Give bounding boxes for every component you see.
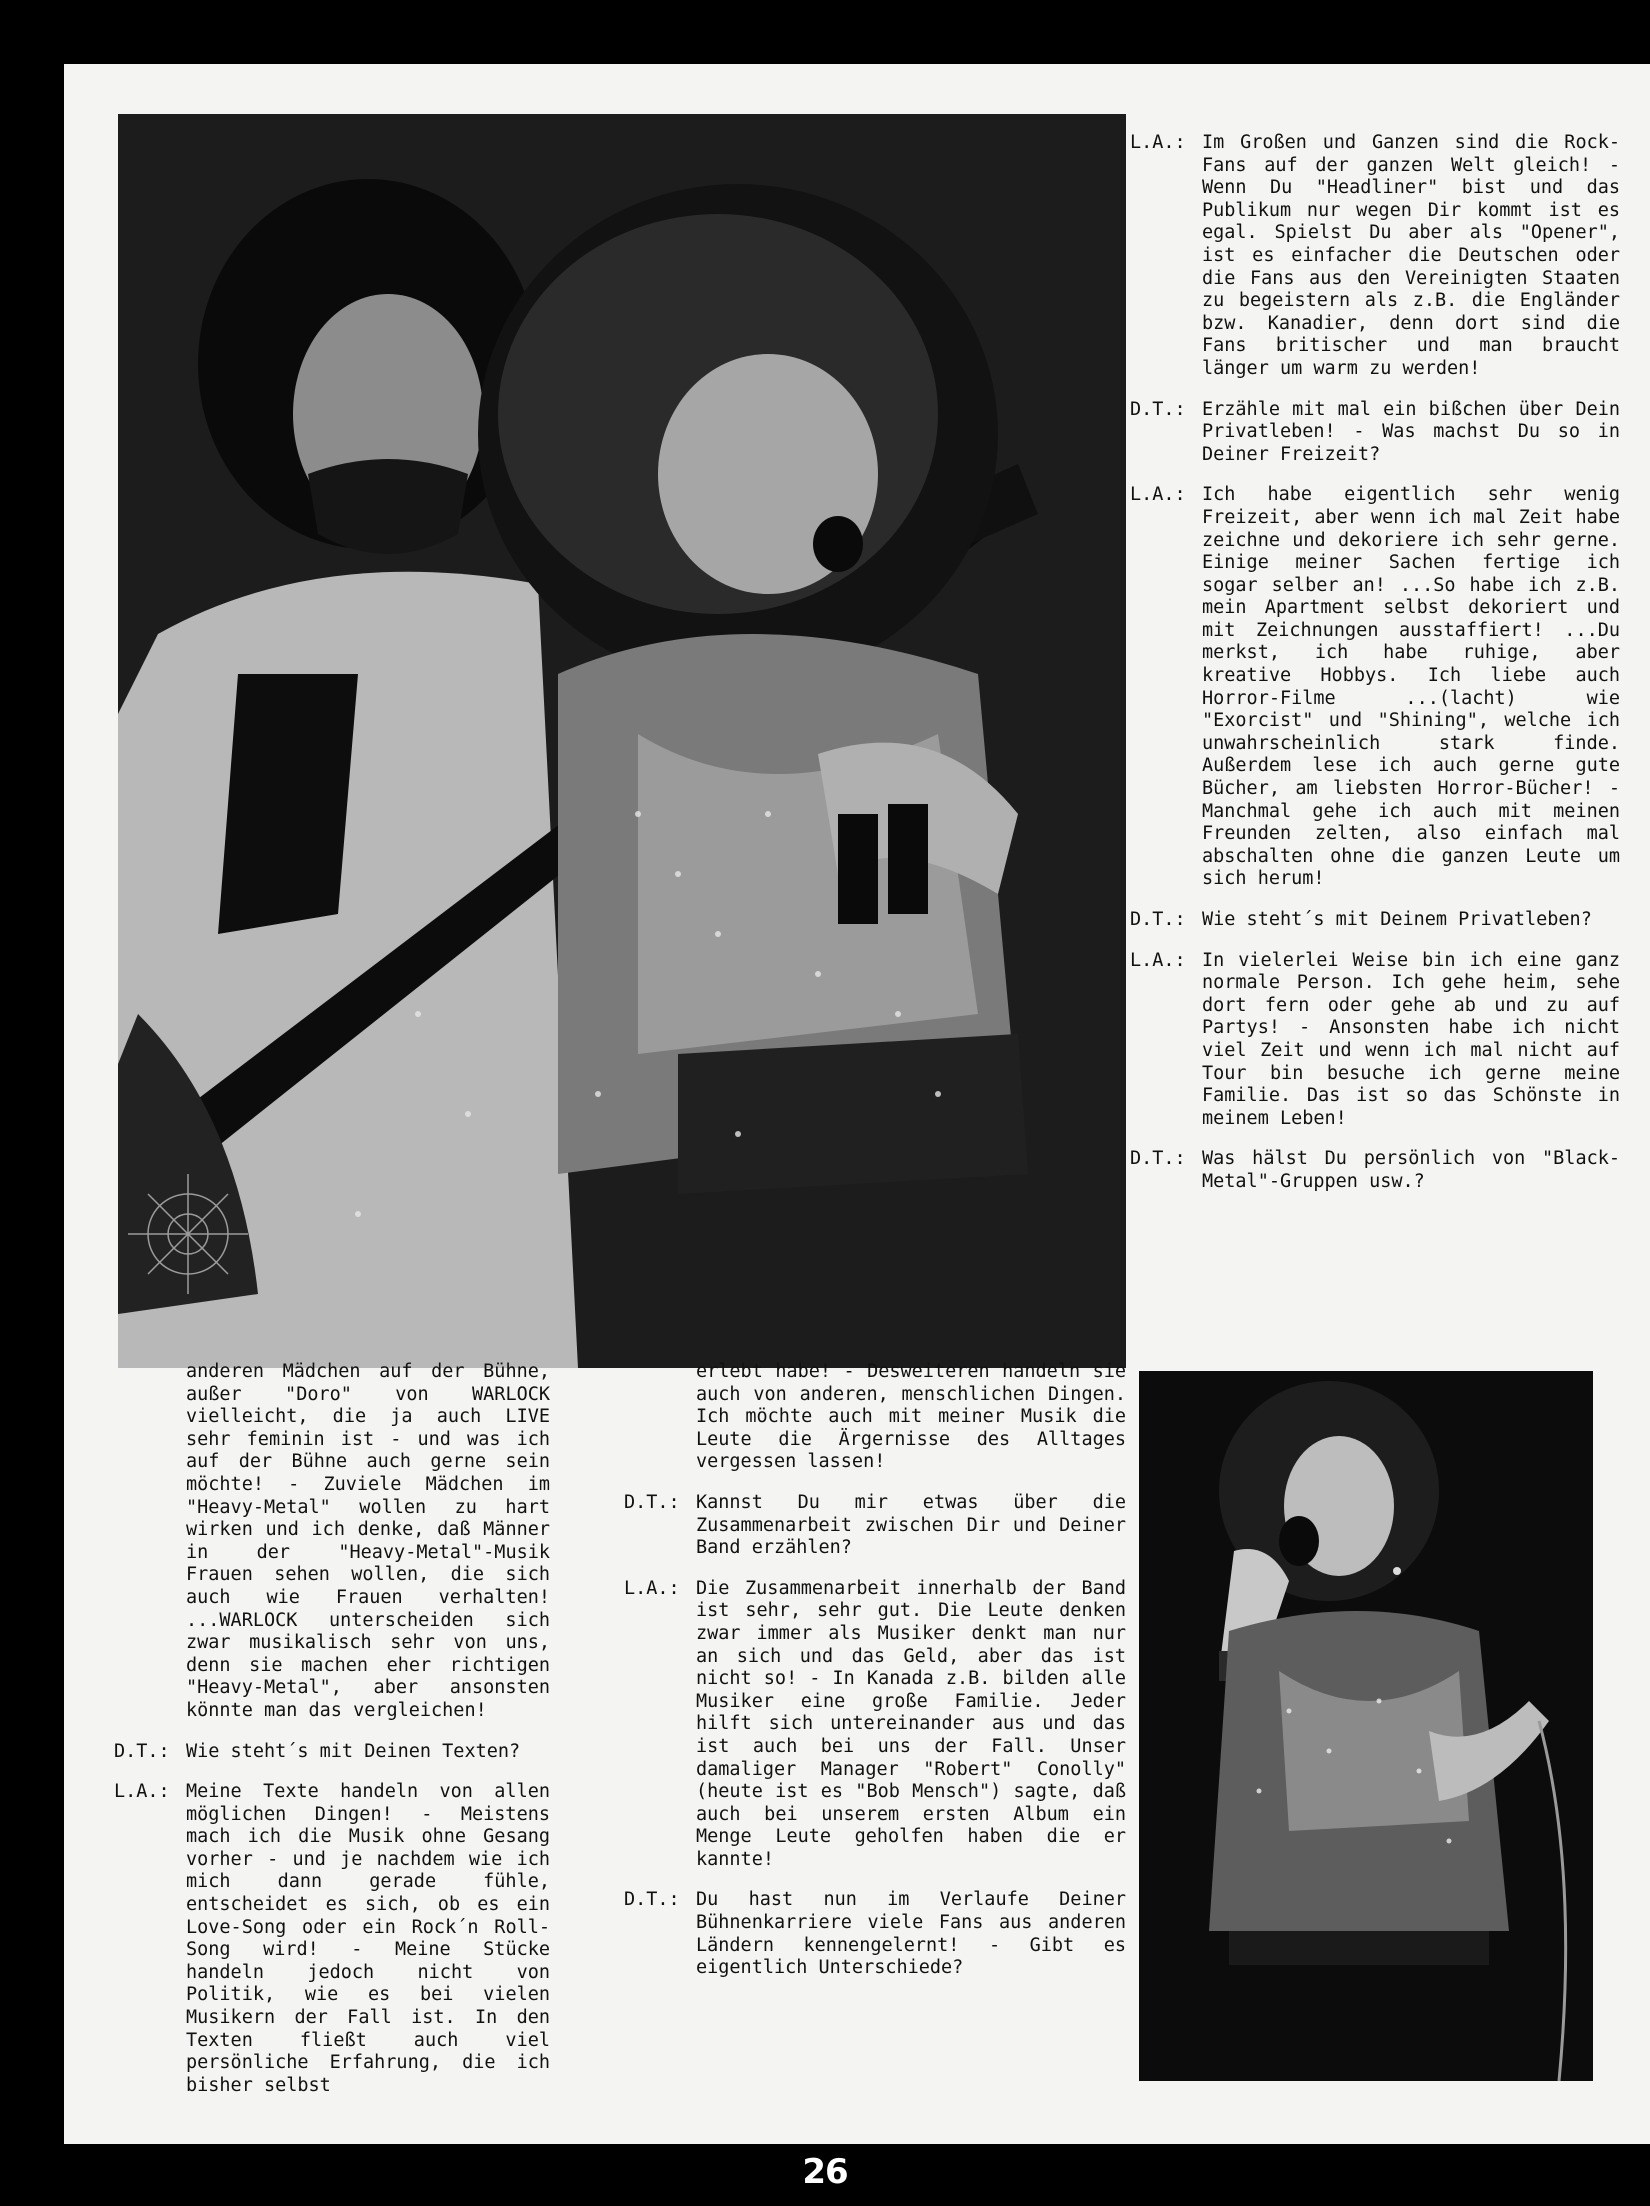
interview-entry (1130, 1148, 1620, 1193)
speaker-label: D.T.: (1130, 1148, 1186, 1170)
interview-text: Wie steht´s mit Deinem Privatleben? (1202, 909, 1592, 930)
magazine-page (64, 64, 1650, 2144)
interview-text: Wie steht´s mit Deinen Texten? (186, 1740, 521, 1762)
speaker-label: D.T.: (624, 1491, 680, 1513)
interview-text: Du hast nun im Verlaufe Deiner Bühnenkarriere viele Fans aus anderen Ländern kennengelernt! - Gibt es eigentlich Unterschiede? (696, 1889, 1126, 1979)
interview-text: Ich habe eigentlich sehr wenig Freizeit, aber wenn ich mal Zeit habe zeichne und dekoriere ich sehr gerne. Einige meiner Sachen fertige ich sogar selber an! ...So habe ich z.B. mein Apartment selbst dekoriert und mit Zeichnungen ausstaffiert! ...Du merkst, ich habe ruhige, aber kreative Hobbys. Ich liebe auch Horror-Filme ...(lacht) wie "Exorcist" und "Shining", welche ich unwahrscheinlich stark finde. Außerdem lese ich auch gerne gute Bücher, am liebsten Horror-Bücher! - Manchmal gehe ich auch mit meinen Freunden zelten, also einfach mal abschalten ohne die ganzen Leute um sich herum! (1202, 484, 1620, 890)
concert-photo-guitarist-and-singer (118, 114, 1126, 1368)
interview-entry (1130, 484, 1620, 891)
interview-entry (114, 1781, 550, 2097)
speaker-label: L.A.: (1130, 132, 1186, 153)
speaker-label: D.T.: (1130, 398, 1186, 420)
interview-text: Was hälst Du persönlich von "Black-Metal"-Gruppen usw.? (1202, 1148, 1620, 1192)
continuation-paragraph: anderen Mädchen auf der Bühne, außer "Doro" von WARLOCK vielleicht, die ja auch LIVE sehr feminin ist - und was ich auf der Bühne auch gerne sein möchte! - Zuviele Mädchen im "Heavy-Metal" wollen zu hart wirken und ich denke, daß Männer in der "Heavy-Metal"-Musik Frauen sehen wollen, die sich auch wie Frauen verhalten! ...WARLOCK unterscheiden sich zwar musikalisch sehr von uns, denn sie machen eher richtigen "Heavy-Metal", aber ansonsten könnte man das vergleichen! (186, 1361, 550, 1721)
interview-text: In vielerlei Weise bin ich eine ganz normale Person. Ich gehe heim, sehe dort fern oder gehe ab und zu auf Partys! - Ansonsten habe ich nicht viel Zeit und wenn ich mal nicht auf Tour bin besuche ich gerne meine Familie. Das ist so das Schönste in meinem Leben! (1202, 949, 1620, 1129)
speaker-label: L.A.: (1130, 949, 1186, 971)
speaker-label: L.A.: (624, 1577, 680, 1599)
speaker-label: D.T.: (1130, 909, 1186, 930)
concert-photo-singer (1139, 1371, 1593, 2081)
interview-text: Erzähle mit mal ein bißchen über Dein Privatleben! - Was machst Du so in Deiner Freizeit? (1202, 398, 1620, 465)
interview-text: Im Großen und Ganzen sind die Rock-Fans auf der ganzen Welt gleich! - Wenn Du "Headliner" bist und das Publikum nur wegen Dir kommt ist es egal. Spielst Du aber als "Opener", ist es einfacher die Deutschen oder die Fans aus den Vereinigten Staaten zu begeistern als z.B. die Engländer bzw. Kanadier, denn dort sind die Fans britischer und man braucht länger um warm zu werden! (1202, 132, 1620, 379)
speaker-label: D.T.: (624, 1889, 680, 1911)
speaker-label: D.T.: (114, 1740, 170, 1762)
continuation-paragraph: erlebt habe! - Desweiteren handeln sie auch von anderen, menschlichen Dingen. Ich möchte auch mit meiner Musik die Leute die Ärgernisse des Alltages vergessen lassen! (696, 1361, 1126, 1473)
interview-text: Meine Texte handeln von allen möglichen Dingen! - Meistens mach ich die Musik ohne Gesang vorher - und je nachdem wie ich mich dann gerade fühle, entscheidet es sich, ob es ein Love-Song oder ein Rock´n Roll-Song wird! - Meine Stücke handeln jedoch nicht von Politik, wie es bei vielen Musikern der Fall ist. In den Texten fließt auch viel persönliche Erfahrung, die ich bisher selbst (186, 1781, 550, 2096)
interview-entry (114, 1741, 550, 1764)
speaker-label: L.A.: (1130, 484, 1186, 506)
interview-entry (1130, 909, 1620, 932)
interview-column-left (114, 1361, 550, 2115)
page-number: 26 (802, 2152, 848, 2192)
interview-text: Kannst Du mir etwas über die Zusammenarbeit zwischen Dir und Deiner Band erzählen? (696, 1491, 1126, 1559)
interview-entry (624, 1492, 1126, 1560)
interview-text: Die Zusammenarbeit innerhalb der Band ist sehr, sehr gut. Die Leute denken zwar immer als Musiker denkt man nur an sich und das Geld, aber das ist nicht so! - In Kanada z.B. bilden alle Musiker eine große Familie. Jeder hilft sich untereinander aus und das ist auch bei uns der Fall. Unser damaliger Manager "Robert" Conolly" (heute ist es "Bob Mensch") sagte, daß auch bei unserem ersten Album ein Menge Leute geholfen haben die er kannte! (696, 1577, 1126, 1870)
speaker-label: L.A.: (114, 1781, 170, 1803)
interview-entry (624, 1889, 1126, 1979)
interview-entry (1130, 950, 1620, 1131)
interview-entry (1130, 132, 1620, 381)
interview-entry (1130, 399, 1620, 467)
interview-column-right (1130, 132, 1620, 1212)
interview-entry (624, 1578, 1126, 1872)
interview-column-middle (624, 1361, 1126, 1998)
